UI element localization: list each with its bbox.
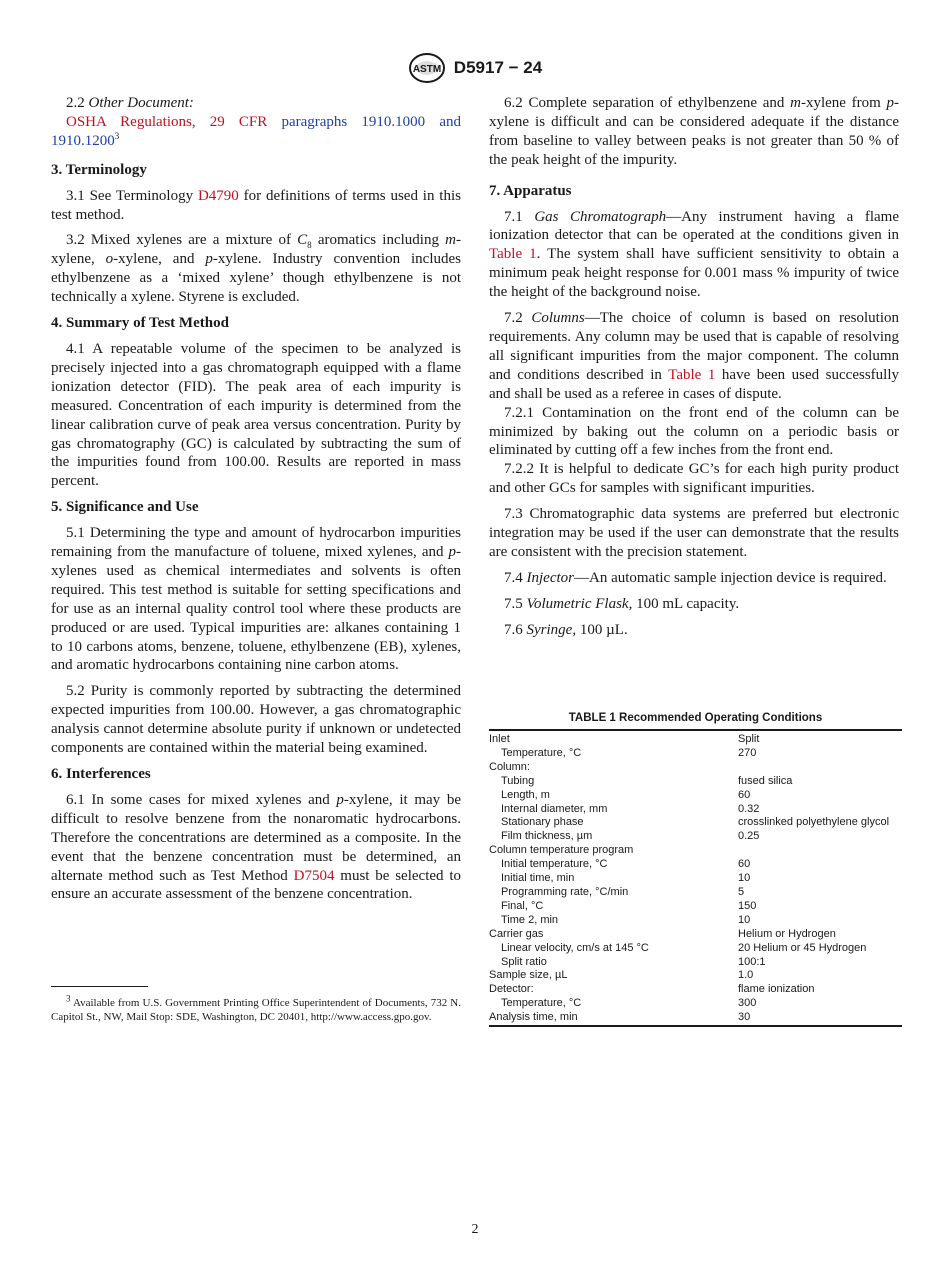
- page-header: [0, 52, 950, 84]
- table-row: Film thickness, µm 0.25: [501, 830, 760, 843]
- section-2-2: 2.2 Other Document:: [66, 95, 194, 111]
- left-column: [51, 94, 461, 911]
- paragraph-5-1: 5.1 Determining the type and amount of hydrocarbon impurities remaining from the manufacture of toluene, mixed xylenes, and p-xylenes used as chemical intermediates and solvents is often required. This test method is suitable for setting specifications and for use as an internal quality control tool where these products are produced or are used. Typical impurities are: alkanes containing 1 to 10 carbons atoms, benzene, toluene, ethylbenzene (EB), xylenes, and aromatic hydrocarbons containing nine carbon atoms.: [51, 525, 461, 674]
- table-row: Temperature, °C 300: [501, 997, 757, 1010]
- paragraph-7-6: 7.6 Syringe, 100 µL.: [504, 621, 628, 638]
- paragraph-7-3: 7.3 Chromatographic data systems are preferred but electronic integration may be used if the user can demonstrate that the results are consistent with the precision statement.: [489, 506, 899, 560]
- table-row: Inlet Split: [489, 733, 760, 745]
- operating-conditions-table: [489, 729, 902, 1027]
- paragraph-3-1: 3.1 See Terminology D4790 for definitions of terms used in this test method.: [51, 187, 461, 223]
- paragraph-7-4: 7.4 Injector—An automatic sample injection device is required.: [504, 569, 887, 586]
- paragraph-6-1: 6.1 In some cases for mixed xylenes and p-xylene, it may be difficult to resolve benzene from the nonaromatic hydrocarbons. Therefore the concentrations are determined as a composite. In the event that the benzene concentration must be determined, an alternate method such as Test Method D7504 must be selected to ensure an accurate assessment of the benzene concentration.: [51, 791, 461, 903]
- heading-terminology: 3. Terminology: [51, 161, 147, 178]
- paragraph-6-2: 6.2 Complete separation of ethylbenzene and m-xylene from p-xylene is difficult and can be considered adequate if the distance from baseline to valley between peaks is not greater than 50 % of the peak height of the impurity.: [489, 95, 899, 168]
- paragraph-7-2-2: 7.2.2 It is helpful to dedicate GC’s for each high purity product and other GCs for samples with significant impurities.: [489, 461, 899, 497]
- document-number: D5917 − 24: [453, 58, 543, 77]
- heading-interferences: 6. Interferences: [51, 766, 151, 782]
- table-row: Time 2, min 10: [501, 913, 751, 926]
- table-row: Initial temperature, °C 60: [501, 858, 751, 871]
- table-1: [489, 712, 902, 1027]
- table-row: Stationary phase crosslinked polyethylene glycol: [501, 816, 890, 829]
- table-row: Initial time, min 10: [501, 872, 751, 885]
- svg-text:ASTM: ASTM: [412, 64, 441, 75]
- table-1-link[interactable]: Table 1: [489, 246, 537, 263]
- paragraph-7-1: 7.1 Gas Chromatograph—Any instrument having a flame ionization detector that can be operated at the conditions given in Table 1. The system shall have sufficient sensitivity to obtain a minimum peak height response for 0.001 mass % impurity of twice the height of the background noise.: [489, 208, 900, 301]
- d7504-link[interactable]: D7504: [293, 867, 335, 884]
- heading-summary: 4. Summary of Test Method: [51, 315, 229, 332]
- table-row: Split ratio 100:1: [501, 955, 766, 968]
- osha-link[interactable]: OSHA Regulations, 29 CFR: [66, 113, 268, 130]
- table-row: Sample size, µL 1.0: [489, 969, 754, 982]
- table-row: Internal diameter, mm 0.32: [501, 802, 760, 815]
- paragraph-7-5: 7.5 Volumetric Flask, 100 mL capacity.: [504, 595, 740, 612]
- d4790-link[interactable]: D4790: [197, 187, 239, 204]
- heading-significance: 5. Significance and Use: [51, 499, 199, 516]
- page-number: 2: [471, 1222, 479, 1237]
- table-row: Final, °C 150: [501, 899, 757, 912]
- paragraph-7-2-1: 7.2.1 Contamination on the front end of the column can be minimized by baking out the column on a periodic basis or eliminated by cutting off a few inches from the front end.: [489, 404, 899, 459]
- paragraph-5-2: 5.2 Purity is commonly reported by subtracting the determined expected impurities from 100.00. However, a gas chromatographic analysis cannot determine absolute purity if unknown or undetected components are contained within the material being examined.: [51, 683, 461, 757]
- table-row: Length, m 60: [501, 788, 751, 801]
- heading-apparatus: 7. Apparatus: [489, 182, 572, 199]
- table-row: Linear velocity, cm/s at 145 °C 20 Helium or 45 Hydrogen: [501, 941, 867, 954]
- table-row: Tubing fused silica: [501, 774, 793, 787]
- footnote-rule: [51, 986, 148, 987]
- table-row: Temperature, °C 270: [501, 746, 757, 759]
- table-row: Programming rate, °C/min 5: [501, 885, 745, 898]
- footnote-3: $^3$ Available from U.S. Government Printing Office Superintendent of Documents, 732 N. Capitol St., NW, Mail Stop: SDE, Washington, DC 20401, http://www.access.gpo.gov.: [51, 993, 461, 1023]
- right-column: [489, 94, 899, 647]
- osha-reference: OSHA Regulations, 29 CFR paragraphs 1910.1000 and 1910.1200$^3$: [51, 113, 461, 149]
- table-row: Column:: [489, 760, 530, 773]
- paragraph-7-2: 7.2 Columns—The choice of column is based on resolution requirements. Any column may be used that is capable of resolving all significant impurities from the major component. The column and conditions described in Table 1 have been used successfully and shall be used as a referee in cases of dispute.: [489, 310, 899, 402]
- osha-paragraphs-link[interactable]: paragraphs 1910.1000 and 1910.1200: [51, 113, 461, 149]
- table-row: Carrier gas Helium or Hydrogen: [489, 927, 836, 940]
- table-1-link[interactable]: Table 1: [668, 366, 716, 383]
- paragraph-3-2: 3.2 Mixed xylenes are a mixture of $C_8$ aromatics including m-xylene, o-xylene, and p-xylene. Industry convention includes ethylbenzene as a ‘mixed xylene’ though ethylbenzene is not technically a xylene. Styrene is excluded.: [51, 232, 462, 306]
- table-title: TABLE 1 Recommended Operating Conditions: [568, 712, 823, 724]
- table-row: Column temperature program: [489, 844, 634, 857]
- paragraph-4-1: 4.1 A repeatable volume of the specimen to be analyzed is precisely injected into a gas chromatograph equipped with a flame ionization detector (FID). The peak area of each impurity is measured. Concentration of each impurity is determined from the linear calibration curve of peak area versus concentration. Purity by gas chromatography (GC) is calculated by subtracting the sum of the impurities found from 100.00. Results are reported in mass percent.: [51, 340, 461, 490]
- table-row: Analysis time, min 30: [489, 1011, 751, 1024]
- table-row: Detector: flame ionization: [489, 983, 815, 996]
- astm-logo-icon: [408, 52, 446, 84]
